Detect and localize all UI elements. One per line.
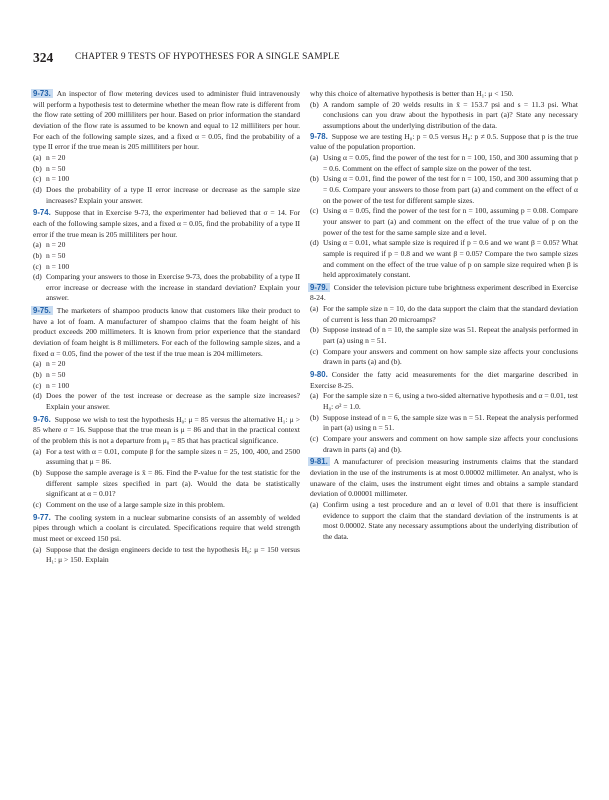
part-label: (a): [310, 304, 319, 314]
exercise-part: [33, 262, 300, 273]
exercise-part: [310, 100, 578, 132]
exercise-statement: [310, 132, 578, 153]
exercise-part: [33, 447, 300, 468]
exercise-part: [310, 174, 578, 206]
exercise-statement: [310, 457, 578, 500]
part-text: n = 20: [46, 240, 66, 250]
part-label: (c): [33, 261, 42, 271]
exercise-part: [310, 500, 578, 543]
exercise-part: [310, 347, 578, 368]
exercise-part: [310, 238, 578, 281]
part-label: (d): [310, 238, 319, 248]
exercise-part: [310, 153, 578, 174]
exercise-part: [310, 391, 578, 412]
exercise-statement: [310, 283, 578, 304]
page-number: 324: [33, 50, 54, 65]
exercise-number: 9-81.: [310, 457, 328, 467]
exercise-statement: [310, 370, 578, 391]
part-text: For the sample size n = 6, using a two-sided alternative hypothesis and α = 0.01, test H₀: σ² = 1.0.: [323, 391, 578, 412]
exercise: [310, 457, 578, 542]
part-text: Using α = 0.05, find the power of the test for n = 100, assuming p = 0.08. Compare your answer to part (a) and comment on the effect of the true value of p on the power of the test for the same sample size and α level.: [323, 206, 578, 237]
exercise-text: Consider the television picture tube brightness experiment described in Exercise 8-24.: [310, 282, 578, 303]
part-label: (a): [310, 152, 319, 162]
exercise-statement: [33, 89, 300, 153]
part-label: (b): [310, 325, 319, 335]
part-label: (b): [33, 467, 42, 477]
exercise-part: [33, 468, 300, 500]
exercise-text: The marketers of shampoo products know that customers like their product to have a lot of foam. A manufacturer of shampoo claims that the foam height of his product exceeds 200 millimeters. It is known from prior experience that the standard deviation of foam height is 8 millimeters. For each of the following sample sizes, and a fixed α = 0.05, find the power of the test if the true mean is 204 millimeters.: [33, 306, 300, 358]
exercise-text: Suppose we wish to test the hypothesis H₀: μ = 85 versus the alternative H₁: μ > 85 where σ = 16. Suppose that the true mean is μ = 86 and that in the practical context of the problem this is not a departure from μ₀ = 85 that has practical significance.: [33, 414, 300, 445]
part-label: (a): [33, 359, 42, 369]
part-text: n = 50: [46, 250, 66, 260]
part-text: n = 20: [46, 152, 66, 162]
part-text: A random sample of 20 welds results in x̄ = 153.7 psi and s = 11.3 psi. What conclusions can you draw about the hypothesis in part (a)? State any necessary assumptions about the underlying distribution of the data.: [323, 99, 578, 130]
part-label: (b): [33, 163, 42, 173]
exercise-number: 9-80.: [310, 370, 328, 380]
exercise-text: Suppose we are testing H₀: p = 0.5 versus H₀: p ≠ 0.5. Suppose that p is the true value of the population proportion.: [310, 131, 578, 152]
exercise-part: [33, 240, 300, 251]
exercise-text: A manufacturer of precision measuring instruments claims that the standard deviation in the use of the instruments is at most 0.00002 millimeter. An analyst, who is unaware of the claim, uses the instrument eight times and obtains a sample standard deviation of 0.00001 millimeter.: [310, 457, 578, 499]
exercise-number: 9-77.: [33, 512, 51, 522]
exercise-part: [33, 174, 300, 185]
exercise-part: [310, 434, 578, 455]
exercise-number: 9-75.: [33, 306, 51, 316]
chapter-title: CHAPTER 9 TESTS OF HYPOTHESES FOR A SINGLE SAMPLE: [75, 52, 340, 62]
part-label: (b): [33, 250, 42, 260]
exercise-part: [310, 304, 578, 325]
part-text: Using α = 0.01, find the power of the test for n = 100, 150, and 300 assuming that p = 0.6. Compare your answers to those from part (a) and comment on the effect of α on the power of the test for different sample sizes.: [323, 174, 578, 205]
left-column: [33, 89, 300, 566]
right-column: [310, 89, 578, 543]
exercise-text: An inspector of flow metering devices used to administer fluid intravenously will perform a hypothesis test to determine whether the mean flow rate is different from the flow rate setting of 200 milliliters per hour. Based on prior information the standard deviation of the flow rate is assumed to be known and equal to 12 milliliters per hour. For each of the following sample sizes, and a fixed α = 0.05, find the probability of a type II error if the true mean is 205 milliliters per hour.: [33, 89, 300, 152]
part-label: (d): [33, 184, 42, 194]
exercise-part: [33, 545, 300, 566]
part-text: Using α = 0.01, what sample size is required if p = 0.6 and we want β = 0.05? What sample is required if p = 0.8 and we want β = 0.05? Compare the two sample sizes and comment on the effect of the true value of p on sample size required when β is held approximately constant.: [323, 238, 578, 280]
part-text: Comparing your answers to those in Exercise 9-73, does the probability of a type II error increase or decrease with the increase in standard deviation? Explain your answer.: [46, 272, 300, 303]
part-label: (d): [33, 391, 42, 401]
part-text: Confirm using a test procedure and an α level of 0.01 that there is insufficient evidence to support the claim that the standard deviation of the instruments is at most 0.00002. State any necessary assumptions about the underlying distribution of the data.: [323, 499, 578, 541]
part-text: Compare your answers and comment on how sample size affects your conclusions drawn in parts (a) and (b).: [323, 434, 578, 454]
part-text: Suppose the sample average is x̄ = 86. Find the P-value for the test statistic for the different sample sizes specified in part (a). Would the data be statistically significant at α = 0.01?: [46, 467, 300, 499]
part-text: n = 100: [46, 380, 70, 390]
part-text: For a test with α = 0.01, compute β for the sample sizes n = 25, 100, 400, and 2500 assuming that μ = 86.: [46, 446, 300, 467]
part-text: n = 50: [46, 163, 66, 173]
part-text: n = 100: [46, 174, 70, 184]
part-label: (c): [33, 380, 42, 390]
exercise-number: 9-74.: [33, 208, 51, 218]
continued-text: why this choice of alternative hypothesis is better than H₁: μ < 150.: [310, 89, 514, 98]
exercise: [310, 370, 578, 455]
exercise-part: [33, 185, 300, 206]
exercise-part: [33, 153, 300, 164]
exercise-part: [33, 251, 300, 262]
exercise: [33, 208, 300, 304]
exercise-part: [33, 164, 300, 175]
part-text: Compare your answers and comment on how sample size affects your conclusions drawn in parts (a) and (b).: [323, 346, 578, 367]
part-text: Does the power of the test increase or decrease as the sample size increases? Explain your answer.: [46, 391, 300, 412]
exercise-part: [310, 413, 578, 434]
part-label: (a): [33, 544, 42, 554]
exercise-statement: [33, 415, 300, 447]
part-label: (a): [310, 391, 319, 401]
part-label: (b): [33, 370, 42, 380]
part-label: (b): [310, 412, 319, 422]
part-label: (c): [33, 174, 42, 184]
exercise-number: 9-76.: [33, 414, 51, 424]
part-label: (c): [310, 434, 319, 443]
exercise-text: Consider the fatty acid measurements for the diet margarine described in Exercise 8-25.: [310, 370, 578, 390]
part-label: (a): [33, 446, 42, 456]
exercise: [33, 89, 300, 206]
part-label: (a): [310, 499, 319, 509]
part-label: (c): [33, 499, 42, 509]
part-label: (b): [310, 174, 319, 184]
part-label: (b): [310, 99, 319, 109]
part-label: (a): [33, 240, 42, 250]
exercise: [310, 132, 578, 281]
part-text: For the sample size n = 10, do the data support the claim that the standard deviation of current is less than 20 microamps?: [323, 304, 578, 324]
exercise: [33, 306, 300, 413]
part-text: Suppose that the design engineers decide to test the hypothesis H₀: μ = 150 versus H₁: μ > 150. Explain: [46, 544, 300, 565]
exercise: [33, 513, 300, 566]
exercise-text: The cooling system in a nuclear submarine consists of an assembly of welded pipes through which a coolant is circulated. Specifications require that weld strength must meet or exceed 150 psi.: [33, 512, 300, 543]
exercise-part: [310, 325, 578, 346]
exercise-statement: [33, 306, 300, 359]
exercise: [310, 283, 578, 368]
part-text: Does the probability of a type II error increase or decrease as the sample size increases? Explain your answer.: [46, 184, 300, 205]
exercise-part: [33, 391, 300, 412]
exercise-part: [33, 359, 300, 370]
exercise-part: [33, 500, 300, 511]
part-text: Suppose instead of n = 10, the sample size was 51. Repeat the analysis performed in part (a) using n = 51.: [323, 325, 578, 346]
exercise-statement: [33, 513, 300, 545]
continued-exercise: [310, 89, 578, 132]
exercise-number: 9-78.: [310, 131, 328, 141]
part-label: (c): [310, 206, 319, 216]
part-label: (d): [33, 272, 42, 282]
part-text: Suppose instead of n = 6, the sample size was n = 51. Repeat the analysis performed in part (a) using n = 51.: [323, 412, 578, 433]
exercise-statement: [33, 208, 300, 240]
part-label: (a): [33, 152, 42, 162]
exercise-part: [310, 206, 578, 238]
exercise-text: Suppose that in Exercise 9-73, the experimenter had believed that σ = 14. For each of the following sample sizes, and a fixed α = 0.05, find the probability of a type II error if the true mean is 205 milliliters per hour.: [33, 208, 300, 239]
running-header: [33, 50, 579, 66]
part-text: Comment on the use of a large sample size in this problem.: [46, 499, 225, 509]
part-label: (c): [310, 346, 319, 356]
exercise-number: 9-73.: [33, 89, 51, 98]
part-text: n = 20: [46, 359, 66, 369]
part-text: n = 100: [46, 261, 70, 271]
exercise-part: [33, 381, 300, 392]
exercise-part: [33, 272, 300, 304]
exercise-number: 9-79.: [310, 282, 328, 292]
exercise: [33, 415, 300, 511]
exercise-part: [33, 370, 300, 381]
part-text: n = 50: [46, 370, 66, 380]
part-text: Using α = 0.05, find the power of the test for n = 100, 150, and 300 assuming that p = 0.6. Comment on the effect of sample size on the power of the test.: [323, 152, 578, 173]
